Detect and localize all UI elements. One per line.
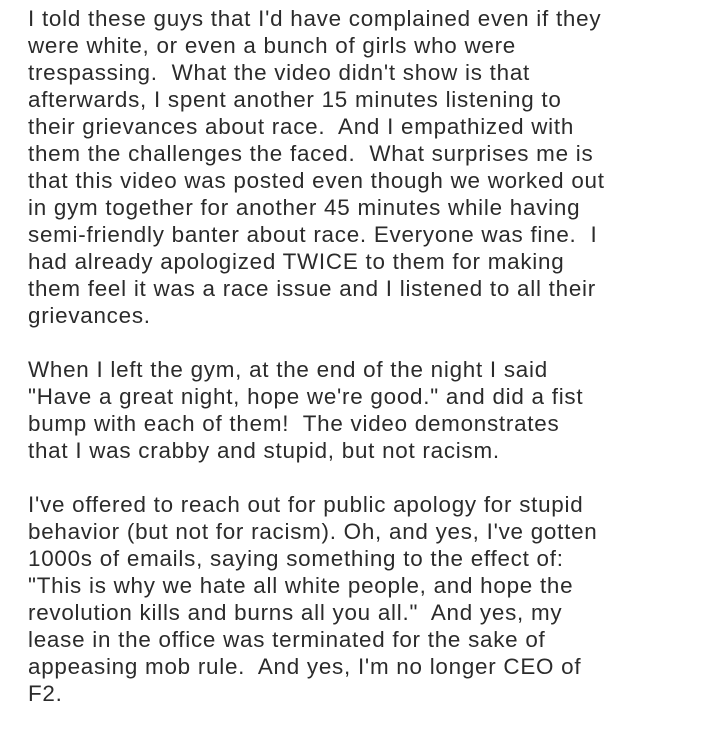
text-line: F2. [28, 681, 63, 706]
text-line: afterwards, I spent another 15 minutes listening to [28, 87, 562, 112]
text-line: "Have a great night, hope we're good." and did a fist [28, 384, 584, 409]
paragraph-1 [28, 5, 718, 329]
text-line: appeasing mob rule. And yes, I'm no longer CEO of [28, 654, 582, 679]
statement-text [28, 5, 718, 734]
paragraph-2 [28, 356, 718, 464]
text-line: semi-friendly banter about race. Everyone was fine. I [28, 222, 598, 247]
text-line: grievances. [28, 303, 151, 328]
text-line: trespassing. What the video didn't show is that [28, 60, 531, 85]
text-line: had already apologized TWICE to them for making [28, 249, 565, 274]
text-line: "This is why we hate all white people, and hope the [28, 573, 574, 598]
text-line: them the challenges the faced. What surprises me is [28, 141, 594, 166]
text-line: 1000s of emails, saying something to the effect of: [28, 546, 564, 571]
text-line: revolution kills and burns all you all." And yes, my [28, 600, 563, 625]
text-line: I told these guys that I'd have complained even if they [28, 6, 602, 31]
text-line: their grievances about race. And I empathized with [28, 114, 575, 139]
text-line: that I was crabby and stupid, but not racism. [28, 438, 500, 463]
text-line: I've offered to reach out for public apology for stupid [28, 492, 584, 517]
text-line: behavior (but not for racism). Oh, and yes, I've gotten [28, 519, 598, 544]
text-line: bump with each of them! The video demonstrates [28, 411, 560, 436]
text-line: were white, or even a bunch of girls who were [28, 33, 517, 58]
text-line: lease in the office was terminated for the sake of [28, 627, 546, 652]
text-line: in gym together for another 45 minutes while having [28, 195, 581, 220]
text-line: that this video was posted even though we worked out [28, 168, 605, 193]
text-line: them feel it was a race issue and I listened to all their [28, 276, 596, 301]
text-line: When I left the gym, at the end of the night I said [28, 357, 548, 382]
paragraph-3 [28, 491, 718, 707]
